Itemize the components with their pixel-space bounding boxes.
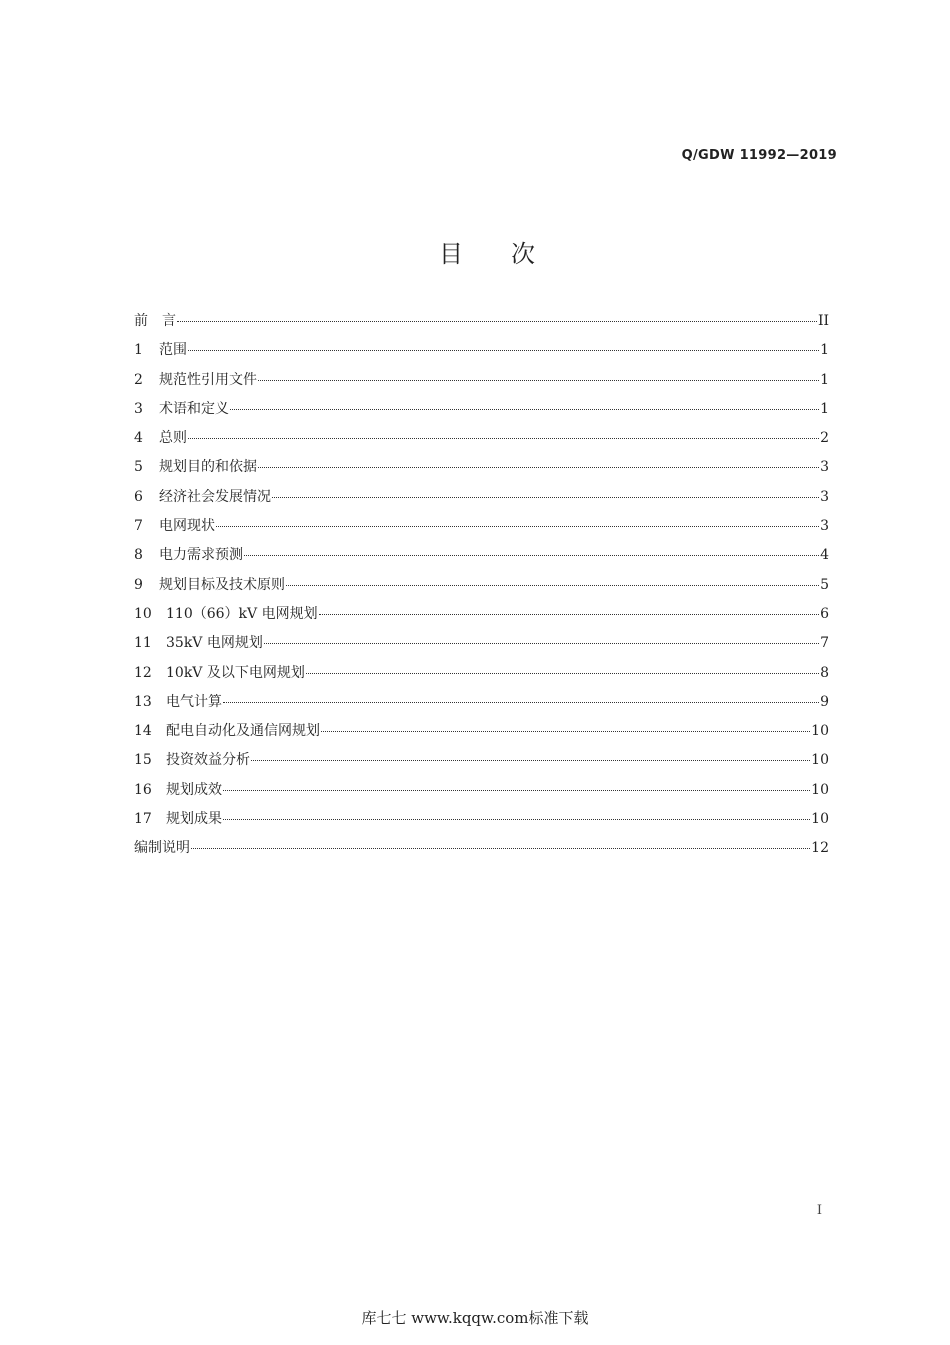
toc-entry[interactable] bbox=[134, 663, 829, 692]
toc-entry-label: 规划目标及技术原则 bbox=[159, 576, 285, 593]
toc-dot-leader bbox=[244, 543, 819, 556]
toc-entry-page: 4 bbox=[820, 547, 829, 564]
toc-dot-leader bbox=[264, 631, 819, 644]
toc-entry-label: 110（66）kV 电网规划 bbox=[166, 605, 318, 622]
toc-entry[interactable] bbox=[134, 370, 829, 399]
toc-dot-leader bbox=[191, 836, 810, 849]
toc-entry[interactable] bbox=[134, 692, 829, 721]
toc-entry[interactable] bbox=[134, 399, 829, 428]
toc-entry-page: 6 bbox=[820, 605, 829, 622]
toc-entry-number: 8 bbox=[134, 547, 143, 564]
toc-entry-page: 3 bbox=[820, 488, 829, 505]
toc-entry-label: 配电自动化及通信网规划 bbox=[166, 723, 320, 740]
toc-entry[interactable] bbox=[134, 750, 829, 779]
toc-dot-leader bbox=[319, 602, 819, 615]
toc-entry-page: 8 bbox=[820, 664, 829, 681]
toc-entry-number: 11 bbox=[134, 635, 152, 652]
toc-entry-page: 10 bbox=[811, 811, 829, 828]
toc-entry-page: 3 bbox=[820, 518, 829, 535]
toc-dot-leader bbox=[306, 661, 819, 674]
toc-entry-label: 前 言 bbox=[134, 313, 176, 329]
toc-entry-number: 17 bbox=[134, 811, 152, 828]
toc-dot-leader bbox=[177, 309, 817, 322]
toc-entry-page: 9 bbox=[820, 693, 829, 710]
toc-entry[interactable] bbox=[134, 516, 829, 545]
toc-entry-number: 15 bbox=[134, 752, 152, 769]
toc-entry[interactable] bbox=[134, 487, 829, 516]
toc-entry-number: 7 bbox=[134, 518, 143, 535]
toc-entry[interactable] bbox=[134, 545, 829, 574]
toc-entry[interactable] bbox=[134, 721, 829, 750]
toc-entry-number: 13 bbox=[134, 693, 152, 710]
toc-entry-page: 12 bbox=[811, 840, 829, 857]
toc-entry[interactable] bbox=[134, 633, 829, 662]
toc-entry-number: 9 bbox=[134, 576, 143, 593]
toc-entry[interactable] bbox=[134, 457, 829, 486]
toc-entry-label: 规划目的和依据 bbox=[159, 459, 257, 476]
page-title bbox=[12, 234, 950, 269]
toc-entry-page: 3 bbox=[820, 459, 829, 476]
toc-dot-leader bbox=[223, 807, 810, 820]
toc-entry[interactable] bbox=[134, 340, 829, 369]
toc-entry-label: 规划成效 bbox=[166, 781, 222, 798]
toc-entry-label: 电气计算 bbox=[166, 693, 222, 710]
toc-entry-number: 12 bbox=[134, 664, 152, 681]
toc-entry-number: 5 bbox=[134, 459, 143, 476]
toc-entry-number: 2 bbox=[134, 371, 143, 388]
toc-dot-leader bbox=[230, 397, 819, 410]
toc-dot-leader bbox=[223, 690, 819, 703]
toc-entry-label: 投资效益分析 bbox=[166, 752, 250, 769]
toc-entry[interactable] bbox=[134, 809, 829, 838]
toc-entry-label: 编制说明 bbox=[134, 840, 190, 857]
toc-entry-page: 10 bbox=[811, 752, 829, 769]
toc-entry[interactable] bbox=[134, 311, 829, 340]
toc-dot-leader bbox=[321, 719, 810, 732]
document-code: Q/GDW 11992—2019 bbox=[681, 148, 837, 163]
toc-entry[interactable] bbox=[134, 428, 829, 457]
toc-entry[interactable] bbox=[134, 575, 829, 604]
toc-entry-label: 范围 bbox=[159, 342, 187, 359]
toc-entry-page: 5 bbox=[820, 576, 829, 593]
toc-entry[interactable] bbox=[134, 780, 829, 809]
title-char-1: 目 bbox=[439, 240, 463, 268]
toc-entry-label: 规范性引用文件 bbox=[159, 371, 257, 388]
toc-entry-label: 电网现状 bbox=[159, 518, 215, 535]
toc-entry-number: 3 bbox=[134, 400, 143, 417]
toc-entry-label: 总则 bbox=[159, 430, 187, 447]
toc-entry-label: 经济社会发展情况 bbox=[159, 488, 271, 505]
toc-dot-leader bbox=[272, 485, 819, 498]
toc-entry-label: 规划成果 bbox=[166, 811, 222, 828]
toc-entry-page: 1 bbox=[820, 342, 829, 359]
toc-entry-page: 10 bbox=[811, 781, 829, 798]
toc-entry-number: 10 bbox=[134, 605, 152, 622]
toc-entry-number: 6 bbox=[134, 488, 143, 505]
toc-entry-page: 7 bbox=[820, 635, 829, 652]
toc-dot-leader bbox=[188, 338, 819, 351]
title-char-2: 次 bbox=[511, 240, 535, 268]
toc-entry-page: 1 bbox=[820, 371, 829, 388]
toc-entry-page: 1 bbox=[820, 400, 829, 417]
table-of-contents bbox=[134, 311, 829, 868]
toc-dot-leader bbox=[216, 514, 819, 527]
toc-dot-leader bbox=[258, 368, 819, 381]
toc-entry[interactable] bbox=[134, 604, 829, 633]
toc-entry-number: 1 bbox=[134, 342, 143, 359]
toc-entry-number: 4 bbox=[134, 430, 143, 447]
toc-dot-leader bbox=[188, 426, 819, 439]
toc-dot-leader bbox=[258, 455, 819, 468]
toc-entry-label: 35kV 电网规划 bbox=[166, 635, 263, 652]
toc-entry-label: 术语和定义 bbox=[159, 400, 229, 417]
toc-entry-page: 2 bbox=[820, 430, 829, 447]
toc-entry-label: 10kV 及以下电网规划 bbox=[166, 664, 305, 681]
toc-entry-label: 电力需求预测 bbox=[159, 547, 243, 564]
toc-dot-leader bbox=[223, 778, 810, 791]
toc-entry-number: 16 bbox=[134, 781, 152, 798]
footer-watermark-text: 库七七 www.kqqw.com标准下载 bbox=[361, 1309, 589, 1327]
toc-dot-leader bbox=[286, 573, 819, 586]
toc-entry-page: 10 bbox=[811, 723, 829, 740]
toc-entry-page: II bbox=[817, 313, 829, 329]
toc-entry[interactable] bbox=[134, 838, 829, 867]
toc-dot-leader bbox=[251, 748, 810, 761]
toc-entry-number: 14 bbox=[134, 723, 152, 740]
page-number: I bbox=[816, 1203, 822, 1218]
